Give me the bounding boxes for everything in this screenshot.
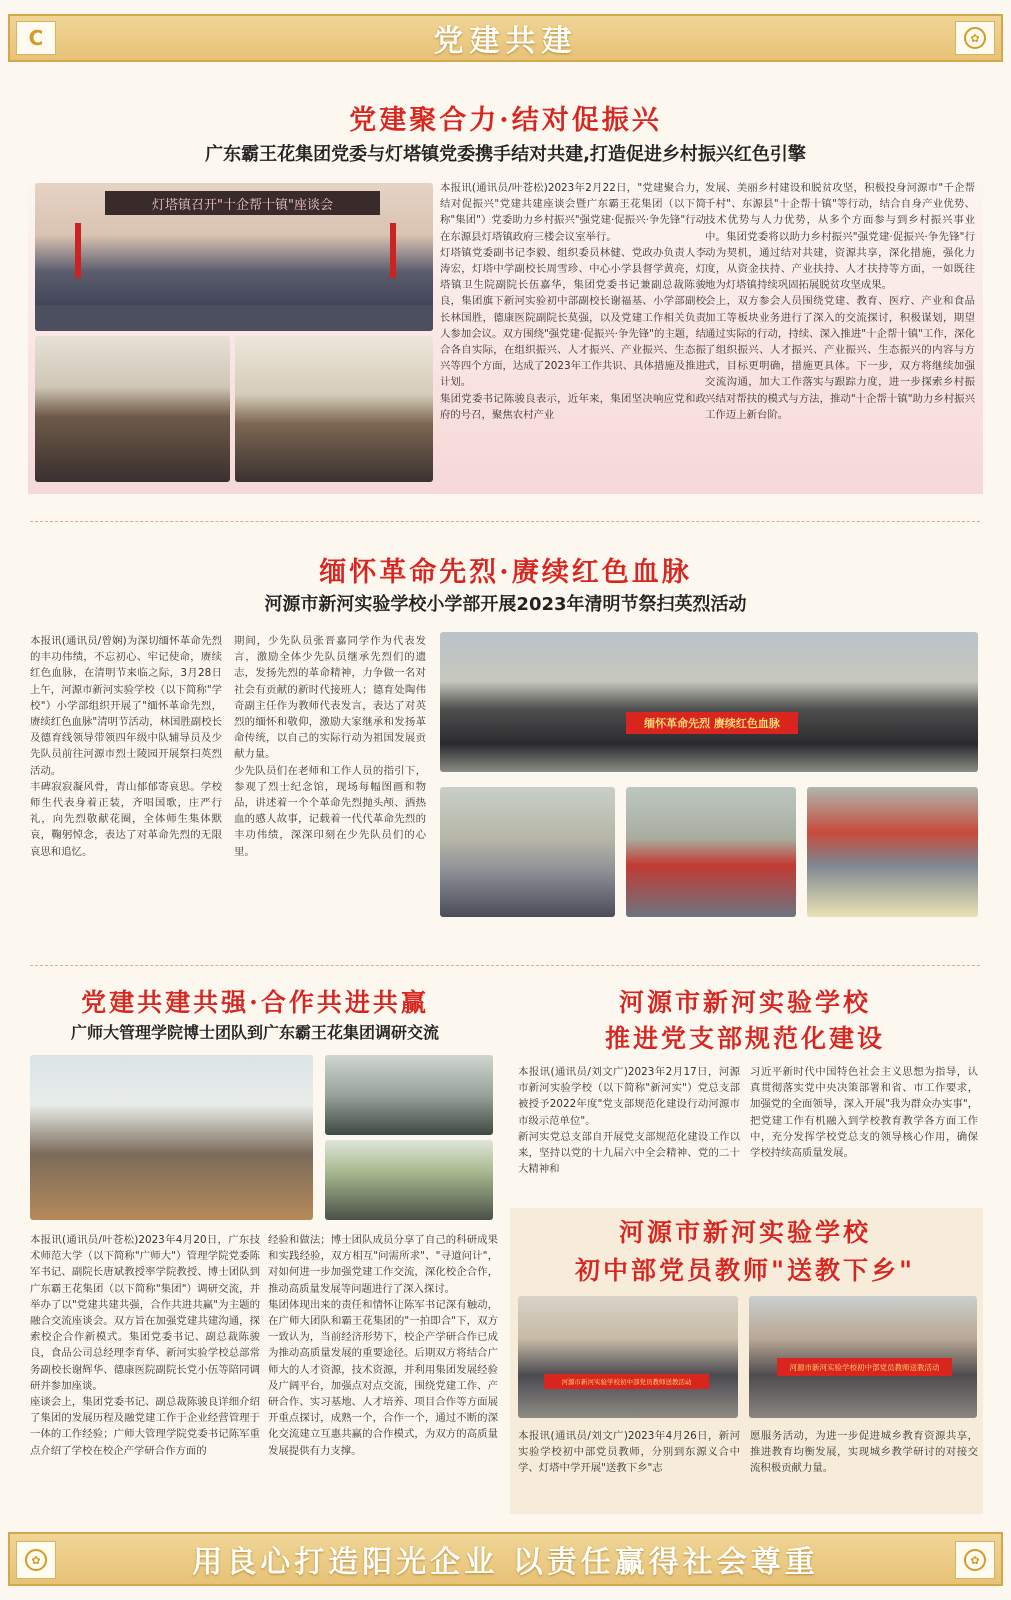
research-meeting-photo xyxy=(30,1055,313,1220)
article1-title: 党建聚合力·结对促振兴 xyxy=(349,105,662,136)
article5-col1: 本报讯(通讯员/刘文广)2023年4月26日，新河实验学校初中部党员教师，分别到东源义合中学、灯塔中学开展"送教下乡"志 xyxy=(518,1430,740,1475)
research-photo-bottom xyxy=(325,1140,493,1220)
article4-title-line2: 推进党支部规范化建设 xyxy=(604,1024,885,1053)
memorial-photo-2 xyxy=(626,787,796,917)
article3-title: 党建共建共强·合作共进共赢 xyxy=(81,988,429,1017)
memorial-photo-3 xyxy=(807,787,978,917)
divider-2 xyxy=(30,965,980,966)
article4-col1: 本报讯(通讯员/刘文广)2023年2月17日，河源市新河实验学校（以下简称"新河实"）党总支部被授予2022年度"党支部规范化建设行动河源市市级示范单位"。 新河实党总支部自开展党支部规范化建设工作以来，坚持以党的十九届六中全会精神、党的二十大精神和 xyxy=(518,1066,740,1176)
teaching-photo-1 xyxy=(518,1296,738,1418)
article5-title-line1: 河源市新河实验学校 xyxy=(618,1218,871,1247)
section-title: 党建共建 xyxy=(433,24,578,59)
divider-1 xyxy=(30,521,980,522)
article1-subtitle: 广东霸王花集团党委与灯塔镇党委携手结对共建,打造促进乡村振兴红色引擎 xyxy=(205,144,806,165)
research-photo-top xyxy=(325,1055,493,1135)
meeting-banner: 灯塔镇召开"十企帮十镇"座谈会 xyxy=(105,191,380,215)
teaching-photo-2 xyxy=(749,1296,977,1418)
logo-icon: ✿ xyxy=(955,21,995,55)
meeting-photo-left xyxy=(35,336,230,482)
article5-title-line2: 初中部党员教师"送教下乡" xyxy=(574,1256,916,1285)
article4-title-line1: 河源市新河实验学校 xyxy=(618,988,871,1017)
meeting-photo-right xyxy=(235,336,433,482)
article2-col2: 期间，少先队员张晋嘉同学作为代表发言，激励全体少先队员继承先烈们的遗志，发扬先烈的革命精神，力争做一名对社会有贡献的新时代接班人；德育处陶伟奇副主任作为教师代表发言，表达了对英烈的缅怀和敬仰，激励大家继承和发扬革命传统，以自己的实际行动为祖国发展贡献力量。 少先队员们在老师和工作人员的指引下，参观了烈士纪念馆，现场每幅图画和物品，讲述着一个个革命先烈抛头颅、洒热血的感人故事，记载着一代代革命先烈的丰功伟绩，深深印刻在少先队员们的心里。 xyxy=(234,635,426,858)
article2-title: 缅怀革命先烈·赓续红色血脉 xyxy=(319,557,692,588)
top-banner xyxy=(8,14,1003,62)
logo-icon-right: ✿ xyxy=(955,1541,995,1579)
logo-icon-left: ✿ xyxy=(16,1541,56,1579)
memorial-photo-1 xyxy=(440,787,615,917)
memorial-banner: 缅怀革命先烈 赓续红色血脉 xyxy=(626,712,798,734)
page-badge-left: C xyxy=(16,21,56,55)
slogan: 用良心打造阳光企业 以责任赢得社会尊重 xyxy=(192,1545,819,1580)
article2-col1: 本报讯(通讯员/曾娴)为深切缅怀革命先烈的丰功伟绩，不忘初心、牢记使命，赓续红色血脉，在清明节来临之际，3月28日上午，河源市新河实验学校（以下简称"学校"）小学部组织开展了"缅怀革命先烈，赓续红色血脉"清明节活动，林国胜副校长及德育线领导带领四年级中队辅导员及少先队员前往河源市烈士陵园开展祭扫英烈活动。 丰碑寂寂凝风骨，青山郁郁寄哀思。学校师生代表身着正装，齐唱国歌，庄严行礼，向先烈敬献花圈，全体师生集体默哀，鞠躬悼念，表达了对革命先烈的无限哀思和追忆。 xyxy=(30,635,222,858)
article1-col1: 本报讯(通讯员/叶苍松)2023年2月22日，"党建聚合力，结对促振兴"党建共建座谈会暨广东霸王花集团（以下简称"集团"）党委助力乡村振兴"强党建·促振兴·争先锋"行动在东源县灯塔镇政府三楼会议室举行。 灯塔镇党委副书记李毅、组织委员林健、党政办负责人李涛宏，灯塔中学副校长周雪珍、中心小学县督学黄亮，灯塔镇卫生院副院长伍嘉华，集团党委书记兼副总裁陈骏良，集团旗下新河实验初中部副校长谢福基、小学部副校长林国胜，德康医院副院长莫强，以及党建工作相关负责人参加会议。双方围绕"强党建·促振兴·争先锋"的主题，结合各自实际，在组织振兴、人才振兴、产业振兴、生态振兴等四个方面，达成了2023年工作共识、具体措施及推进计划。 集团党委书记陈骏良表示，近年来，集团坚决响应党和政府的号召，聚焦农村产业 xyxy=(440,182,706,421)
memorial-group-photo xyxy=(440,632,978,772)
article3-col2: 经验和做法；博士团队成员分享了自己的科研成果和实践经验，双方相互"问需所求"、"寻道问计"，对如何进一步加强党建工作交流，深化校企合作，推动高质量发展等问题进行了深入探讨。 集团体现出来的责任和情怀让陈军书记深有触动，在广师大团队和霸王花集团的"一拍即合"下，双方一致认为，当前经济形势下，校企产学研合作已成为推动高质量发展的重要途径。后期双方将结合广师大的人才资源，技术资源，并利用集团发展经验及广阔平台，加强点对点交流，围绕党建工作、产研合作、实习基地、人才培养、项目合作等方面展开重点探讨，成熟一个，合作一个，通过不断的深化交流建立互惠共赢的合作模式，为双方的高质量发展提供有力支撑。 xyxy=(268,1234,498,1457)
teaching-banner-2: 河源市新河实验学校初中部党员教师送教活动 xyxy=(777,1358,952,1376)
article3-col1: 本报讯(通讯员/叶苍松)2023年4月20日，广东技术师范大学（以下简称"广师大"）管理学院党委陈军书记、副院长唐斌教授率学院教授、博士团队到广东霸王花集团（以下简称"集团"）调研交流，并举办了以"党建共建共强，合作共进共赢"为主题的融合交流座谈会。双方旨在加强党建共建沟通，探索校企合作新模式。集团党委书记、副总裁陈骏良，食品公司总经理李育华、新河实验学校总部常务副校长谢辉华、德康医院副院长党小伍等陪同调研并参加座谈。 座谈会上，集团党委书记、副总裁陈骏良详细介绍了集团的发展历程及融党建工作于企业经营管理于一体的工作经验；广师大管理学院党委书记陈军重点介绍了学校在校企产学研合作方面的 xyxy=(30,1234,260,1457)
meeting-photo-main xyxy=(35,183,433,331)
article3-subtitle: 广师大管理学院博士团队到广东霸王花集团调研交流 xyxy=(70,1023,439,1042)
teaching-banner-1: 河源市新河实验学校初中部党员教师送教活动 xyxy=(544,1374,709,1389)
article5-col2: 愿服务活动，为进一步促进城乡教育资源共享，推进教育均衡发展，实现城乡教学研讨的对接交流积极贡献力量。 xyxy=(750,1430,978,1475)
article1-col2: 发展、美丽乡村建设和脱贫攻坚，积极投身河源市"千企帮千村"、东源县"十企帮十镇"等行动，结合自身产业优势、技术优势与人力优势，从多个方面参与到乡村振兴事业中。集团党委将以助力乡村振兴"强党建·促振兴·争先锋"行动为契机，通过结对共建，资源共享，深化措施，强化力度，从资金扶持、产业扶持、人才扶持等方面，一如既往地为灯塔镇持续巩固拓展脱贫攻坚成果。 会上，双方参会人员围绕党建、教育、医疗、产业和食品加工等板块业务进行了深入的交流探讨，积极谋划，期望通过实际的行动，持续、深入推进"十企帮十镇"工作，深化了组织振兴、人才振兴、产业振兴、生态振兴的内容与方式，目标更明确，措施更具体。下一步，双方将继续加强交流沟通，加大工作落实与跟踪力度，进一步探索乡村振兴结对帮扶的模式与方法，推动"十企帮十镇"助力乡村振兴工作迈上新台阶。 xyxy=(705,182,975,421)
article2-subtitle: 河源市新河实验学校小学部开展2023年清明节祭扫英烈活动 xyxy=(264,594,747,615)
article4-col2: 习近平新时代中国特色社会主义思想为指导，认真贯彻落实党中央决策部署和省、市工作要求，加强党的全面领导，深入开展"我为群众办实事"，把党建工作有机融入到学校教育教学各方面工作中，充分发挥学校党总支的领导核心作用，确保学校持续高质量发展。 xyxy=(750,1066,978,1160)
bottom-banner xyxy=(8,1532,1003,1586)
